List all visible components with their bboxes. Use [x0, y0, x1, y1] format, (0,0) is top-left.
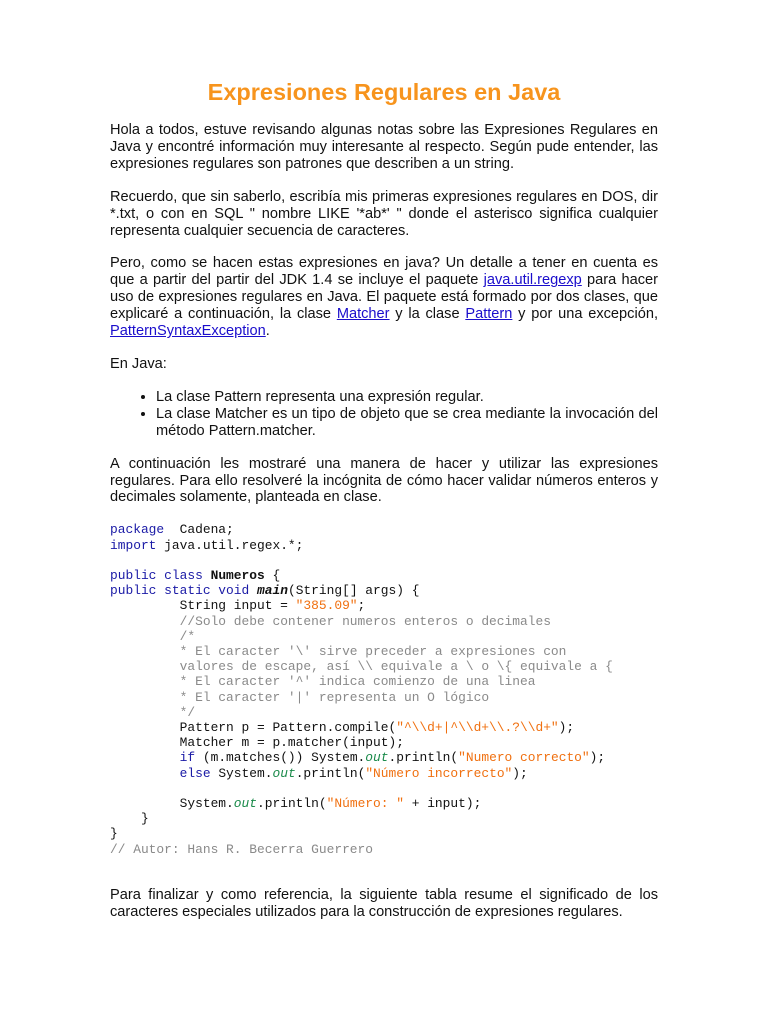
code-token — [110, 766, 180, 781]
code-token: else — [179, 765, 211, 781]
code-token: Cadena; — [164, 522, 234, 538]
paragraph-intro: Hola a todos, estuve revisando algunas notas sobre las Expresiones Regulares en Java y encontré información muy interesante al respecto. Según pude entender, las expresiones regulares son patrones que describen a un string. — [110, 122, 658, 172]
code-token: .println( — [295, 765, 366, 781]
code-line — [110, 598, 658, 613]
code-line — [110, 538, 658, 553]
code-token: { — [264, 567, 281, 583]
link-pattern-syntax-exception[interactable]: PatternSyntaxException — [110, 323, 266, 340]
code-token: public static void — [110, 583, 250, 599]
code-line — [110, 674, 658, 689]
code-line — [110, 811, 658, 826]
code-line — [110, 522, 658, 537]
code-token: .println( — [257, 795, 327, 811]
code-line — [110, 766, 658, 781]
code-token — [110, 690, 180, 705]
text: . — [265, 323, 270, 340]
code-line — [110, 842, 658, 857]
code-line — [110, 659, 658, 674]
code-token: Pattern p = Pattern.compile( — [110, 719, 397, 735]
link-matcher[interactable]: Matcher — [336, 306, 390, 323]
code-line — [110, 796, 658, 811]
code-token: ); — [512, 765, 528, 781]
code-token: import — [110, 537, 157, 553]
paragraph-en-java: En Java: — [110, 355, 167, 372]
code-token: } — [110, 811, 149, 827]
paragraph-continuation: A continuación les mostraré una manera de hacer y utilizar las expresiones regulares. Para ello resolveré la incógnita de cómo hacer validar números enteros y decimales solamente, planteada en clase. — [110, 455, 658, 506]
code-token: (m.matches()) System. — [195, 750, 366, 766]
code-token: * El caracter '^' indica comienzo de una linea — [179, 674, 536, 690]
bullet-item: • La clase Pattern representa una expresión regular. — [156, 389, 658, 406]
code-line — [110, 781, 658, 796]
code-token: public class — [110, 567, 203, 583]
code-line — [110, 614, 658, 629]
code-line — [110, 568, 658, 583]
bullet-item: • La clase Matcher es un tipo de objeto que se crea mediante la invocación del método Pattern.matcher. — [156, 406, 658, 440]
code-token — [110, 674, 180, 689]
code-line — [110, 735, 658, 750]
code-token: main — [257, 583, 288, 599]
paragraph-package — [110, 255, 658, 340]
code-token — [110, 705, 180, 720]
code-token: if — [179, 750, 196, 766]
link-java-util-regexp[interactable]: java.util.regexp — [483, 272, 582, 289]
code-line — [110, 553, 658, 568]
code-line — [110, 826, 658, 841]
link-pattern[interactable]: Pattern — [465, 306, 513, 323]
code-line — [110, 690, 658, 705]
code-token: (String[] args) { — [287, 583, 420, 599]
code-line — [110, 750, 658, 765]
code-line — [110, 705, 658, 720]
code-token — [249, 583, 257, 598]
code-token: // Autor: Hans R. Becerra Guerrero — [110, 841, 374, 857]
code-token: System. — [210, 765, 273, 781]
code-token: ; — [357, 598, 366, 614]
code-token: valores de escape, así \\ equivale a \ o \{ equivale a { — [179, 659, 613, 675]
code-token: } — [110, 826, 118, 842]
code-token: * El caracter '|' representa un O lógico — [179, 689, 490, 705]
code-token — [110, 644, 180, 659]
code-token: "^\\d+|^\\d+\\.?\\d+" — [396, 719, 559, 735]
code-line — [110, 629, 658, 644]
code-token: out — [233, 795, 257, 811]
text: para hacer uso de expresiones regulares en Java. El paquete está formado por dos clases, que explicaré a continuación, la clase — [110, 272, 658, 323]
text: y la clase — [389, 306, 466, 323]
code-line — [110, 583, 658, 598]
code-token: .println( — [388, 750, 459, 766]
code-token: ); — [558, 719, 575, 735]
code-token: String input = — [110, 598, 296, 614]
code-token: package — [110, 522, 165, 538]
code-token — [110, 629, 180, 644]
code-token: Matcher m = p.matcher(input); — [110, 735, 404, 751]
document-page — [110, 76, 658, 937]
code-token: /* — [179, 628, 196, 644]
code-token: out — [365, 750, 389, 766]
text: y por una excepción, — [512, 306, 658, 323]
code-token — [110, 659, 180, 674]
paragraph-dos-sql: Recuerdo, que sin saberlo, escribía mis primeras expresiones regulares en DOS, dir *.txt, o con en SQL " nombre LIKE '*ab*' " donde el asterisco significa cualquier representa cualquier secuencia de caracteres. — [110, 188, 658, 239]
code-line — [110, 644, 658, 659]
code-token: "Numero correcto" — [458, 750, 590, 766]
code-block — [110, 522, 658, 856]
bullet-list — [110, 389, 658, 440]
code-token: java.util.regex.*; — [156, 537, 304, 553]
code-token: * El caracter '\' sirve preceder a expresiones con — [179, 643, 567, 659]
code-token: + input); — [403, 795, 482, 811]
code-token: Numeros — [210, 567, 265, 583]
code-token — [203, 568, 211, 583]
code-token: "Número: " — [326, 795, 404, 811]
code-token — [110, 614, 180, 629]
code-token: //Solo debe contener numeros enteros o decimales — [179, 613, 551, 629]
document-title: Expresiones Regulares en Java — [207, 79, 561, 105]
code-token: "385.09" — [295, 598, 358, 614]
code-token: out — [272, 765, 296, 781]
paragraph-conclusion: Para finalizar y como referencia, la siguiente tabla resume el significado de los caracteres especiales utilizados para la construcción de expresiones regulares. — [110, 886, 658, 920]
code-token: ); — [589, 750, 606, 766]
code-token — [110, 750, 180, 765]
code-line — [110, 720, 658, 735]
code-token: System. — [110, 795, 234, 811]
code-token: */ — [179, 704, 196, 720]
text: Pero, como se hacen estas expresiones en java? Un detalle a tener en cuenta es que a partir del partir del JDK 1.4 se incluye el paquete — [110, 255, 658, 289]
code-token: "Número incorrecto" — [365, 765, 513, 781]
